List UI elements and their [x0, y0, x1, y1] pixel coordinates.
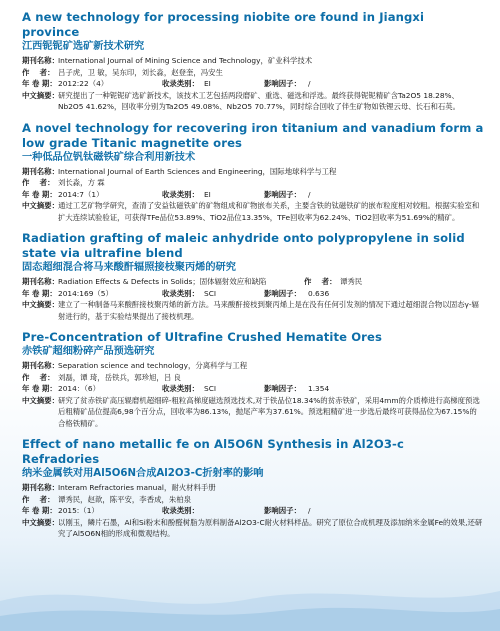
abstract-value: 研究提出了一种铌铌矿选矿新技术，该技术工艺包括两段磨矿、重选、磁选和浮选。最终获得铌铌精矿含Ta2O5 18.28%、Nb2O5 41.62%，回收率分别为Ta2O5 49.08%、Nb2O5 70.77%，同时综合回收了伴生矿物如铁锂云母、长石和石英。 [58, 90, 461, 111]
abstract-value: 通过工艺矿物学研究，查清了安益钛磁铁矿的矿物组成和矿物嵌布关系，主要含铁的钛磁铁矿的嵌布粒度相对较粗。根据实验室和扩大连续试验验证，可获得TFe品位53.89%、TiO2品位13.35%，TFe回收率为62.24%、TiO2回收率为51.69%的精矿。 [58, 201, 480, 222]
authors-label: 作 者： [22, 494, 55, 504]
journal-label: 期刊名称： [22, 166, 59, 176]
paper-title-cn: 江西铌铌矿选矿新技术研究 [22, 41, 145, 52]
paper-title-en: A novel technology for recovering iron titanium and vanadium form a low grade Titanic magnetite ores [22, 120, 484, 150]
issue-value: 2014:169（5） [58, 288, 113, 298]
authors-value: 刘长淼，方 霖 [58, 178, 105, 187]
paper-entry [22, 231, 484, 322]
indexed-value: EI [204, 189, 211, 199]
journal-value: International Journal of Earth Sciences and Engineering，国际地球科学与工程 [58, 166, 337, 176]
impact-value: / [308, 506, 311, 515]
paper-entry [22, 10, 484, 113]
paper-title-en: A new technology for processing niobite ore found in Jiangxi province [22, 10, 425, 39]
indexed-label: 收录类别： [162, 506, 199, 515]
issue-value: 2015:（1） [58, 506, 99, 515]
impact-value: / [308, 79, 311, 88]
paper-title-cn: 赤铁矿超细粉碎产品预选研究 [22, 346, 155, 357]
issue-label: 年 卷 期： [22, 288, 57, 298]
impact-value: 1.354 [308, 384, 330, 393]
indexed-value: SCI [204, 384, 217, 393]
paper-title-en: Radiation grafting of maleic anhydride onto polypropylene in solid state via ultrafine blend [22, 231, 465, 260]
background-wave [0, 561, 500, 631]
issue-label: 年 卷 期： [22, 79, 57, 88]
authors-value: 吕子虎，卫 敏，吴东印，刘长淼，赵登奎，冯安生 [58, 67, 223, 77]
paper-title-en: Pre-Concentration of Ultrafine Crushed Hematite Ores [22, 330, 382, 344]
issue-label: 年 卷 期： [22, 189, 57, 199]
journal-value: Separation science and technology，分离科学与工程 [58, 361, 248, 370]
paper-entry [22, 121, 484, 224]
paper-list [22, 10, 484, 548]
impact-label: 影响因子： [264, 506, 301, 515]
journal-label: 期刊名称： [22, 361, 59, 370]
abstract-label: 中文摘要： [22, 90, 59, 100]
journal-value: Radiation Effects & Defects in Solids；固体辐射效应和缺陷 [58, 277, 267, 286]
indexed-label: 收录类别： [162, 288, 199, 298]
indexed-label: 收录类别： [162, 189, 199, 199]
issue-label: 年 卷 期： [22, 384, 57, 393]
authors-label: 作 者： [22, 67, 55, 77]
journal-value: International Journal of Mining Science and Technology，矿业科学技术 [58, 56, 313, 65]
paper-title-en: Effect of nano metallic fe on Al5O6N Synthesis in Al2O3-c Refradories [22, 437, 404, 466]
journal-label: 期刊名称： [22, 483, 59, 492]
abstract-value: 建立了一种制备马来酸酐接枝聚丙烯的新方法。马来酸酐接枝到聚丙烯上是在没有任何引发剂的情况下通过超细混合物以固态γ-辐射进行的，基于实验结果提出了接枝机理。 [58, 300, 479, 321]
impact-value: / [308, 189, 311, 199]
issue-value: 2014:7（1） [58, 189, 104, 199]
authors-value: 谭秀民，赵歆，陈平安，李香成，朱柏泉 [58, 494, 192, 504]
impact-label: 影响因子： [264, 288, 301, 298]
journal-value: Interam Refractories manual，耐火材料手册 [58, 483, 216, 492]
indexed-value: SCI [204, 288, 217, 298]
impact-label: 影响因子： [264, 189, 301, 199]
indexed-value [204, 505, 264, 517]
indexed-label: 收录类别： [162, 384, 199, 393]
issue-label: 年 卷 期： [22, 506, 57, 515]
issue-value: 2014：（6） [58, 384, 100, 393]
issue-value: 2012:22（4） [58, 79, 109, 88]
abstract-label: 中文摘要： [22, 517, 59, 527]
indexed-label: 收录类别： [162, 79, 199, 88]
abstract-label: 中文摘要： [22, 300, 59, 309]
authors-label: 作 者： [22, 372, 55, 382]
journal-label: 期刊名称： [22, 56, 59, 65]
impact-value: 0.636 [308, 288, 330, 298]
paper-title-cn: 固态超细混合将马来酸酐辐照接枝聚丙烯的研究 [22, 262, 236, 273]
abstract-label: 中文摘要： [22, 395, 59, 405]
authors-value: 刘磊，谭 琦，岳铁兵，郭珍旭，吕 良 [58, 372, 181, 382]
abstract-value: 研究了贫赤铁矿高压辊磨机超细碎-粗粒高梯度磁选预选技术,对于铁品位18.34%的贫赤铁矿，采用4mm的介质棒进行高梯度预选后粗精矿品位提高6,98个百分点，回收率为86.13%，抛尾产率为37.61%。预选粗精矿进一步选后最终可获得品位为67.15%的合格铁精矿。 [58, 395, 480, 428]
journal-label: 期刊名称： [22, 277, 59, 286]
impact-label: 影响因子： [264, 79, 301, 88]
impact-label: 影响因子： [264, 384, 301, 393]
authors-label: 作 者： [22, 178, 55, 187]
paper-title-cn: 一种低品位钒钛磁铁矿综合利用新技术 [22, 151, 196, 163]
indexed-value: EI [204, 79, 211, 88]
paper-entry [22, 330, 484, 429]
authors-label: 作 者： [304, 277, 337, 286]
paper-entry [22, 437, 484, 540]
abstract-value: 以刚玉，鳞片石墨，Al和Si粉末和酚醛树脂为原料制备Al2O3-C耐火材料样品。研究了原位合成机理及添加纳米金属Fe的效果,还研究了Al5O6N相的形成和微观结构。 [58, 517, 483, 538]
abstract-label: 中文摘要： [22, 201, 59, 210]
authors-value: 谭秀民 [340, 277, 363, 286]
paper-title-cn: 纳米金属铁对用Al5O6N合成Al2O3-C折射率的影响 [22, 468, 264, 479]
